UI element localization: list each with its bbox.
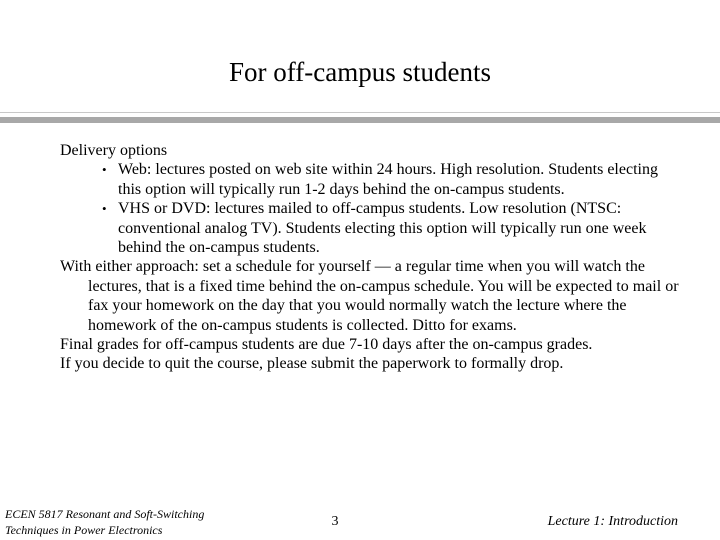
- delivery-options-heading: Delivery options: [60, 142, 168, 159]
- bullet-text: VHS or DVD: lectures mailed to off-campus students. Low resolution (NTSC: conventional analog TV). Students electing this option will typically run one week behind the on-campus students.: [118, 200, 647, 257]
- final-grades-paragraph: Final grades for off-campus students are due 7-10 days after the on-campus grades.: [60, 336, 593, 354]
- page-number: 3: [331, 514, 339, 529]
- bullet-icon: •: [102, 162, 107, 178]
- quit-course-paragraph: If you decide to quit the course, please submit the paperwork to formally drop.: [60, 355, 564, 373]
- footer-course-line2: Techniques in Power Electronics: [5, 523, 163, 537]
- slide-title: For off-campus students: [229, 57, 491, 87]
- title-rule-thick: [0, 117, 720, 123]
- footer-course-line1: ECEN 5817 Resonant and Soft-Switching: [5, 507, 205, 521]
- slide-body: [60, 141, 680, 374]
- bullet-icon: •: [102, 201, 107, 217]
- bullet-item-vhs-dvd: [60, 199, 680, 257]
- bullet-text: Web: lectures posted on web site within 24 hours. High resolution. Students electing this option will typically run 1-2 days behind the on-campus students.: [118, 161, 658, 198]
- schedule-paragraph: With either approach: set a schedule for yourself — a regular time when you will watch the lectures, that is a fixed time behind the on-campus schedule. You will be expected to mail or fax your homework on the day that you would normally watch the lecture where the homework of the on-campus students is collected. Ditto for exams.: [60, 258, 679, 334]
- footer-course-title: [5, 506, 235, 538]
- footer-lecture-title: Lecture 1: Introduction: [547, 514, 678, 529]
- title-rule-thin: [0, 112, 720, 113]
- bullet-item-web: [60, 160, 680, 199]
